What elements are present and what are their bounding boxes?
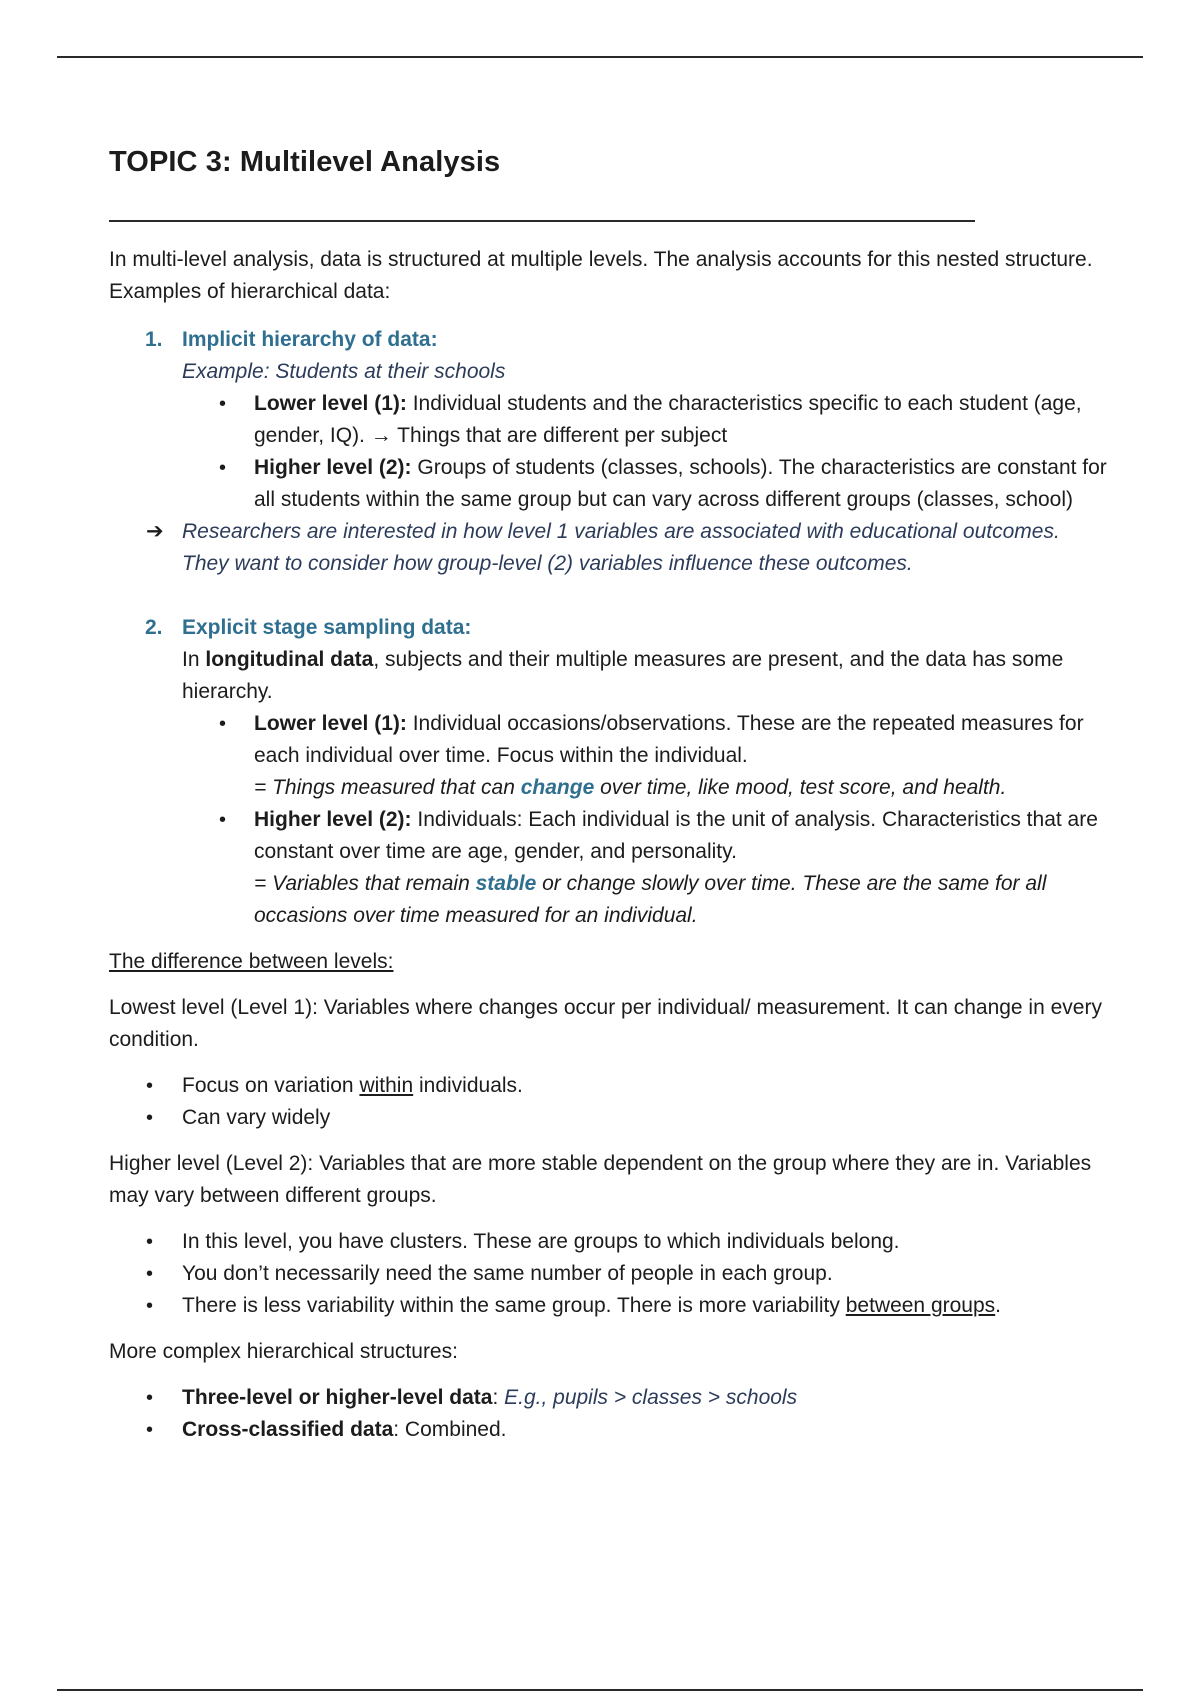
level-text: Individual occasions/observations. These are the repeated measures for each individual over time. Focus within the individual.: [254, 712, 1084, 767]
intro-paragraph: In multi-level analysis, data is structured at multiple levels. The analysis accounts for this nested structure. Examples of hierarchical data:: [109, 248, 1093, 303]
list-item: [146, 1290, 1109, 1322]
bullet-text: In this level, you have clusters. These are groups to which individuals belong.: [182, 1230, 900, 1253]
item-number: 1.: [145, 328, 163, 351]
page-title: TOPIC 3: Multilevel Analysis: [109, 146, 501, 178]
bullet-icon: •: [146, 1231, 154, 1253]
bullet-text: individuals.: [413, 1074, 523, 1097]
note-key-term: stable: [475, 872, 537, 895]
list-item: [146, 1226, 1109, 1258]
lowest-level-paragraph: Lowest level (Level 1): Variables where changes occur per individual/ measurement. It can change in every condition.: [109, 996, 1102, 1051]
bullet-icon: •: [219, 713, 227, 735]
bullet-bold-term: Cross-classified data: [182, 1418, 394, 1441]
bullet-underlined-term: between groups: [845, 1294, 996, 1317]
list-item: [146, 1070, 1109, 1102]
difference-heading: The difference between levels:: [109, 950, 394, 973]
list-item: [219, 708, 1109, 804]
level-label: Lower level (1):: [254, 712, 407, 735]
note-text: = Variables that remain: [254, 872, 476, 895]
bullet-icon: •: [146, 1263, 154, 1285]
bullet-text: Can vary widely: [182, 1106, 331, 1129]
item-description: [182, 644, 1109, 708]
item-number: 2.: [145, 616, 163, 639]
list-item: [219, 452, 1109, 516]
note-text: or change slowly over time. These are the same for all occasions over time measured for an individual.: [254, 872, 1047, 927]
bullet-text: .: [995, 1294, 1002, 1317]
level-label: Lower level (1):: [254, 392, 407, 415]
level-text: Individuals: Each individual is the unit of analysis. Characteristics that are constant over time are age, gender, and personality.: [254, 808, 1098, 863]
bullet-text: :: [492, 1386, 505, 1409]
title-underline: [109, 220, 975, 222]
document-body: [109, 142, 1109, 1446]
bullet-icon: •: [219, 393, 227, 415]
level-label: Higher level (2):: [254, 808, 412, 831]
arrow-note-text: Researchers are interested in how level 1 variables are associated with educational outcomes. They want to consider how group-level (2) variables influence these outcomes.: [182, 520, 1060, 575]
bullet-icon: •: [146, 1387, 154, 1409]
list-item: [219, 388, 1109, 452]
page-bottom-rule: [57, 1689, 1143, 1691]
bullet-icon: •: [219, 809, 227, 831]
desc-bold-term: longitudinal data: [205, 648, 374, 671]
bullet-icon: •: [146, 1075, 154, 1097]
bullet-icon: •: [146, 1419, 154, 1441]
lowest-level-bullets: [109, 1070, 1109, 1134]
level-note: [254, 772, 1109, 804]
bullet-underlined-term: within: [359, 1074, 414, 1097]
numbered-item-2: [109, 612, 1109, 708]
level-label: Higher level (2):: [254, 456, 412, 479]
numbered-item-1: [109, 324, 1109, 388]
complex-structures-heading: More complex hierarchical structures:: [109, 1340, 458, 1363]
level-note: [254, 868, 1109, 932]
item2-bullets: [109, 708, 1109, 932]
bullet-bold-term: Three-level or higher-level data: [182, 1386, 493, 1409]
arrow-note: [109, 516, 1109, 580]
arrow-right-icon: ➔: [146, 520, 164, 543]
list-item: [146, 1258, 1109, 1290]
item-example: Example: Students at their schools: [182, 360, 506, 383]
item-heading: Implicit hierarchy of data:: [182, 328, 438, 351]
bullet-icon: •: [146, 1295, 154, 1317]
desc-text: In: [182, 648, 206, 671]
note-text: = Things measured that can: [254, 776, 521, 799]
complex-structures-bullets: [109, 1382, 1109, 1446]
item1-bullets: [109, 388, 1109, 516]
bullet-example: E.g., pupils > classes > schools: [504, 1386, 798, 1409]
note-text: over time, like mood, test score, and health.: [594, 776, 1007, 799]
higher-level-paragraph: Higher level (Level 2): Variables that are more stable dependent on the group where they are in. Variables may vary between different groups.: [109, 1152, 1092, 1207]
item-heading: Explicit stage sampling data:: [182, 616, 472, 639]
bullet-text: Focus on variation: [182, 1074, 360, 1097]
bullet-text: You don’t necessarily need the same number of people in each group.: [182, 1262, 833, 1285]
note-key-term: change: [520, 776, 595, 799]
bullet-text: : Combined.: [393, 1418, 507, 1441]
level-text: Groups of students (classes, schools). The characteristics are constant for all students within the same group but can vary across different groups (classes, school): [254, 456, 1107, 511]
higher-level-bullets: [109, 1226, 1109, 1322]
list-item: [146, 1102, 1109, 1134]
page-top-rule: [57, 56, 1143, 58]
bullet-icon: •: [146, 1107, 154, 1129]
list-item: [146, 1382, 1109, 1414]
level-text: Individual students and the characteristics specific to each student (age, gender, IQ). → Things that are different per subject: [254, 392, 1082, 447]
list-item: [219, 804, 1109, 932]
desc-text: , subjects and their multiple measures are present, and the data has some hierarchy.: [182, 648, 1064, 703]
bullet-icon: •: [219, 457, 227, 479]
bullet-text: There is less variability within the same group. There is more variability: [182, 1294, 846, 1317]
list-item: [146, 1414, 1109, 1446]
